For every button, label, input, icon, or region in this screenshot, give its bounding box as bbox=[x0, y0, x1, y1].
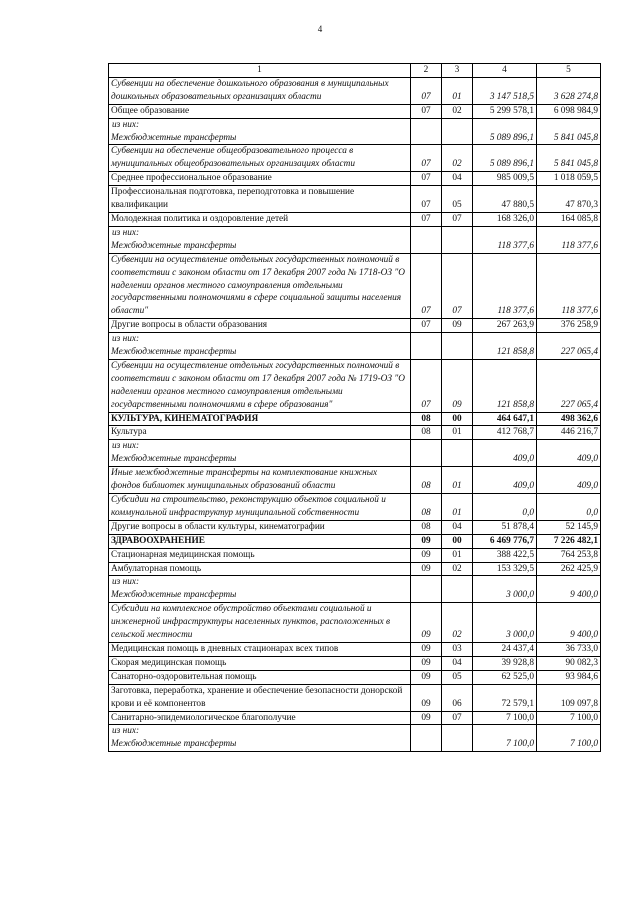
table-row bbox=[109, 562, 601, 576]
subsection-code: 02 bbox=[442, 603, 473, 643]
subsection-code bbox=[442, 725, 473, 752]
section-code bbox=[411, 725, 442, 752]
subsection-code: 01 bbox=[442, 467, 473, 494]
row-name: Скорая медицинская помощь bbox=[111, 657, 227, 668]
value-col4: 267 263,9 bbox=[473, 319, 537, 333]
value-col4: 118 377,6 bbox=[473, 253, 537, 319]
subsection-code: 07 bbox=[442, 253, 473, 319]
subsection-code: 02 bbox=[442, 145, 473, 172]
row-name-cell bbox=[109, 104, 411, 118]
section-code: 09 bbox=[411, 603, 442, 643]
value-col4: 7 100,0 bbox=[473, 725, 537, 752]
table-row bbox=[109, 412, 601, 426]
row-name-cell bbox=[109, 172, 411, 186]
table-row bbox=[109, 576, 601, 603]
subsection-code bbox=[442, 576, 473, 603]
section-code: 09 bbox=[411, 642, 442, 656]
section-code: 07 bbox=[411, 186, 442, 213]
subsection-code: 05 bbox=[442, 670, 473, 684]
value-col4: 5 299 578,1 bbox=[473, 104, 537, 118]
value-col5: 118 377,6 bbox=[537, 226, 601, 253]
section-code: 09 bbox=[411, 656, 442, 670]
value-col4: 24 437,4 bbox=[473, 642, 537, 656]
value-col4: 409,0 bbox=[473, 440, 537, 467]
subsection-code: 07 bbox=[442, 212, 473, 226]
section-code: 08 bbox=[411, 520, 442, 534]
value-col5: 446 216,7 bbox=[537, 426, 601, 440]
section-code: 07 bbox=[411, 359, 442, 412]
value-col5: 9 400,0 bbox=[537, 576, 601, 603]
value-col4: 3 147 518,5 bbox=[473, 77, 537, 104]
value-col4: 0,0 bbox=[473, 494, 537, 521]
value-col5: 0,0 bbox=[537, 494, 601, 521]
row-name: Санаторно-оздоровительная помощь bbox=[111, 671, 257, 682]
value-col5: 7 100,0 bbox=[537, 725, 601, 752]
row-name: Межбюджетные трансферты bbox=[111, 347, 237, 358]
value-col4: 412 768,7 bbox=[473, 426, 537, 440]
value-col4: 168 326,0 bbox=[473, 212, 537, 226]
row-name: Другие вопросы в области образования bbox=[111, 320, 268, 331]
subsection-code: 01 bbox=[442, 77, 473, 104]
value-col5: 1 018 059,5 bbox=[537, 172, 601, 186]
table-row bbox=[109, 656, 601, 670]
row-name-cell bbox=[109, 670, 411, 684]
row-name-cell bbox=[109, 534, 411, 548]
value-col4: 409,0 bbox=[473, 467, 537, 494]
row-name-cell bbox=[109, 711, 411, 725]
row-name: Межбюджетные трансферты bbox=[111, 590, 237, 601]
table-row bbox=[109, 534, 601, 548]
sub-label: из них: bbox=[112, 577, 140, 588]
table-row bbox=[109, 725, 601, 752]
row-name: Субвенции на осуществление отдельных государственных полномочий в соответствии с законом области от 17 декабря 2007 года № 1719-ОЗ "О наделении органов местного самоуправления отдельными государственными полномочиями в сфере образования" bbox=[111, 360, 405, 410]
row-name: Амбулаторная помощь bbox=[111, 563, 202, 574]
table-row bbox=[109, 333, 601, 360]
value-col4: 121 858,8 bbox=[473, 333, 537, 360]
table-row bbox=[109, 520, 601, 534]
subsection-code: 07 bbox=[442, 711, 473, 725]
value-col4: 985 009,5 bbox=[473, 172, 537, 186]
value-col5: 7 100,0 bbox=[537, 711, 601, 725]
row-name-cell bbox=[109, 426, 411, 440]
row-name-cell bbox=[109, 603, 411, 643]
row-name-cell bbox=[109, 186, 411, 213]
table-row bbox=[109, 104, 601, 118]
row-name: Межбюджетные трансферты bbox=[111, 454, 237, 465]
value-col4: 72 579,1 bbox=[473, 684, 537, 711]
row-name-cell bbox=[109, 212, 411, 226]
value-col4: 388 422,5 bbox=[473, 548, 537, 562]
subsection-code: 00 bbox=[442, 534, 473, 548]
table-row bbox=[109, 226, 601, 253]
table-row bbox=[109, 426, 601, 440]
table-row bbox=[109, 145, 601, 172]
row-name: Другие вопросы в области культуры, кинематографии bbox=[111, 521, 325, 532]
row-name-cell bbox=[109, 494, 411, 521]
section-code: 08 bbox=[411, 426, 442, 440]
header-cell: 4 bbox=[473, 64, 537, 78]
row-name-cell bbox=[109, 684, 411, 711]
value-col5: 5 841 045,8 bbox=[537, 145, 601, 172]
header-row bbox=[109, 64, 601, 78]
subsection-code: 09 bbox=[442, 359, 473, 412]
sub-label: из них: bbox=[112, 441, 140, 452]
value-col5: 6 098 984,9 bbox=[537, 104, 601, 118]
table-row bbox=[109, 494, 601, 521]
value-col4: 153 329,5 bbox=[473, 562, 537, 576]
subsection-code: 03 bbox=[442, 642, 473, 656]
sub-label: из них: bbox=[112, 227, 140, 238]
row-name: Культура bbox=[111, 427, 147, 438]
row-name-cell bbox=[109, 253, 411, 319]
subsection-code: 05 bbox=[442, 186, 473, 213]
section-code: 08 bbox=[411, 494, 442, 521]
table-row bbox=[109, 670, 601, 684]
subsection-code: 01 bbox=[442, 426, 473, 440]
value-col5: 3 628 274,8 bbox=[537, 77, 601, 104]
subsection-code: 04 bbox=[442, 172, 473, 186]
value-col5: 47 870,3 bbox=[537, 186, 601, 213]
section-code: 07 bbox=[411, 212, 442, 226]
table-row bbox=[109, 711, 601, 725]
sub-label: из них: bbox=[112, 334, 140, 345]
value-col5: 764 253,8 bbox=[537, 548, 601, 562]
section-code bbox=[411, 440, 442, 467]
value-col4: 5 089 896,1 bbox=[473, 145, 537, 172]
value-col5: 7 226 482,1 bbox=[537, 534, 601, 548]
sub-label: из них: bbox=[112, 726, 140, 737]
value-col4: 118 377,6 bbox=[473, 226, 537, 253]
value-col5: 409,0 bbox=[537, 440, 601, 467]
row-name: Стационарная медицинская помощь bbox=[111, 549, 255, 560]
table-row bbox=[109, 319, 601, 333]
subsection-code: 01 bbox=[442, 548, 473, 562]
sub-label: из них: bbox=[112, 119, 140, 130]
subsection-code: 02 bbox=[442, 562, 473, 576]
section-code: 09 bbox=[411, 670, 442, 684]
row-name: Межбюджетные трансферты bbox=[111, 739, 237, 750]
value-col4: 6 469 776,7 bbox=[473, 534, 537, 548]
value-col5: 498 362,6 bbox=[537, 412, 601, 426]
table-row bbox=[109, 186, 601, 213]
subsection-code: 04 bbox=[442, 520, 473, 534]
page-number: 4 bbox=[317, 24, 323, 34]
subsection-code: 00 bbox=[442, 412, 473, 426]
value-col4: 121 858,8 bbox=[473, 359, 537, 412]
section-code: 07 bbox=[411, 77, 442, 104]
row-name: Заготовка, переработка, хранение и обеспечение безопасности донорской крови и её компонентов bbox=[111, 685, 403, 709]
value-col5: 409,0 bbox=[537, 467, 601, 494]
row-name: Медицинская помощь в дневных стационарах всех типов bbox=[111, 643, 339, 654]
value-col5: 227 065,4 bbox=[537, 333, 601, 360]
section-code: 07 bbox=[411, 319, 442, 333]
table-row bbox=[109, 172, 601, 186]
row-name: Межбюджетные трансферты bbox=[111, 240, 237, 251]
row-name-cell bbox=[109, 145, 411, 172]
header-cell: 1 bbox=[109, 64, 411, 78]
row-name-cell bbox=[109, 77, 411, 104]
header-cell: 5 bbox=[537, 64, 601, 78]
row-name-cell bbox=[109, 548, 411, 562]
table-row bbox=[109, 467, 601, 494]
value-col5: 227 065,4 bbox=[537, 359, 601, 412]
value-col5: 164 085,8 bbox=[537, 212, 601, 226]
row-name: Субвенции на обеспечение дошкольного образования в муниципальных дошкольных образовательных организациях области bbox=[111, 78, 389, 102]
row-name-cell bbox=[109, 520, 411, 534]
value-col5: 262 425,9 bbox=[537, 562, 601, 576]
row-name-cell bbox=[109, 467, 411, 494]
subsection-code bbox=[442, 118, 473, 145]
value-col5: 376 258,9 bbox=[537, 319, 601, 333]
row-name-cell bbox=[109, 440, 411, 467]
row-name: Межбюджетные трансферты bbox=[111, 132, 237, 143]
subsection-code: 06 bbox=[442, 684, 473, 711]
row-name-cell bbox=[109, 412, 411, 426]
row-name-cell bbox=[109, 118, 411, 145]
section-code: 09 bbox=[411, 684, 442, 711]
value-col4: 7 100,0 bbox=[473, 711, 537, 725]
value-col4: 51 878,4 bbox=[473, 520, 537, 534]
row-name: Субсидии на строительство, реконструкцию объектов социальной и коммунальной инфраструктур муниципальной собственности bbox=[111, 495, 386, 518]
subsection-code: 01 bbox=[442, 494, 473, 521]
row-name: Общее образование bbox=[111, 105, 190, 116]
value-col4: 3 000,0 bbox=[473, 576, 537, 603]
table-row bbox=[109, 684, 601, 711]
value-col4: 39 928,8 bbox=[473, 656, 537, 670]
subsection-code: 09 bbox=[442, 319, 473, 333]
row-name-cell bbox=[109, 725, 411, 752]
row-name: Иные межбюджетные трансферты на комплектование книжных фондов библиотек муниципальных образований области bbox=[111, 468, 378, 492]
row-name-cell bbox=[109, 333, 411, 360]
value-col5: 118 377,6 bbox=[537, 253, 601, 319]
subsection-code bbox=[442, 226, 473, 253]
table-row bbox=[109, 440, 601, 467]
section-code: 08 bbox=[411, 467, 442, 494]
subsection-code: 02 bbox=[442, 104, 473, 118]
table-row bbox=[109, 253, 601, 319]
section-code: 08 bbox=[411, 412, 442, 426]
value-col5: 36 733,0 bbox=[537, 642, 601, 656]
value-col4: 3 000,0 bbox=[473, 603, 537, 643]
value-col5: 109 097,8 bbox=[537, 684, 601, 711]
section-code: 07 bbox=[411, 145, 442, 172]
table-row bbox=[109, 548, 601, 562]
row-name-cell bbox=[109, 562, 411, 576]
table-row bbox=[109, 359, 601, 412]
subsection-code: 04 bbox=[442, 656, 473, 670]
subsection-code bbox=[442, 440, 473, 467]
value-col5: 90 082,3 bbox=[537, 656, 601, 670]
row-name-cell bbox=[109, 656, 411, 670]
subsection-code bbox=[442, 333, 473, 360]
value-col5: 93 984,6 bbox=[537, 670, 601, 684]
row-name: Профессиональная подготовка, переподготовка и повышение квалификации bbox=[111, 187, 355, 211]
value-col4: 62 525,0 bbox=[473, 670, 537, 684]
section-code: 09 bbox=[411, 548, 442, 562]
section-code: 09 bbox=[411, 534, 442, 548]
section-code: 09 bbox=[411, 711, 442, 725]
value-col5: 5 841 045,8 bbox=[537, 118, 601, 145]
value-col5: 9 400,0 bbox=[537, 603, 601, 643]
section-code bbox=[411, 118, 442, 145]
row-name: ЗДРАВООХРАНЕНИЕ bbox=[111, 535, 205, 546]
row-name: Субсидии на комплексное обустройство объектами социальной и инженерной инфраструктуры населенных пунктов, расположенных в сельской местности bbox=[111, 604, 391, 641]
row-name: Субвенции на осуществление отдельных государственных полномочий в соответствии с законом области от 17 декабря 2007 года № 1718-ОЗ "О наделении органов местного самоуправления отдельными государственными полномочиями в сфере социальной защиты населения области" bbox=[111, 254, 405, 317]
value-col4: 47 880,5 bbox=[473, 186, 537, 213]
value-col4: 464 647,1 bbox=[473, 412, 537, 426]
header-cell: 2 bbox=[411, 64, 442, 78]
table-row bbox=[109, 77, 601, 104]
row-name-cell bbox=[109, 359, 411, 412]
table-row bbox=[109, 118, 601, 145]
section-code bbox=[411, 576, 442, 603]
row-name: Молодежная политика и оздоровление детей bbox=[111, 213, 289, 224]
row-name: КУЛЬТУРА, КИНЕМАТОГРАФИЯ bbox=[111, 413, 259, 424]
row-name-cell bbox=[109, 642, 411, 656]
row-name-cell bbox=[109, 319, 411, 333]
section-code: 07 bbox=[411, 104, 442, 118]
budget-table bbox=[108, 63, 601, 752]
section-code bbox=[411, 333, 442, 360]
table-row bbox=[109, 642, 601, 656]
table-row bbox=[109, 603, 601, 643]
row-name: Санитарно-эпидемиологическое благополучие bbox=[111, 712, 296, 723]
value-col5: 52 145,9 bbox=[537, 520, 601, 534]
row-name-cell bbox=[109, 226, 411, 253]
value-col4: 5 089 896,1 bbox=[473, 118, 537, 145]
section-code bbox=[411, 226, 442, 253]
row-name-cell bbox=[109, 576, 411, 603]
row-name: Среднее профессиональное образование bbox=[111, 173, 272, 184]
section-code: 07 bbox=[411, 253, 442, 319]
row-name: Субвенции на обеспечение общеобразовательного процесса в муниципальных общеобразовательных организациях области bbox=[111, 146, 355, 170]
section-code: 09 bbox=[411, 562, 442, 576]
table-row bbox=[109, 212, 601, 226]
section-code: 07 bbox=[411, 172, 442, 186]
header-cell: 3 bbox=[442, 64, 473, 78]
